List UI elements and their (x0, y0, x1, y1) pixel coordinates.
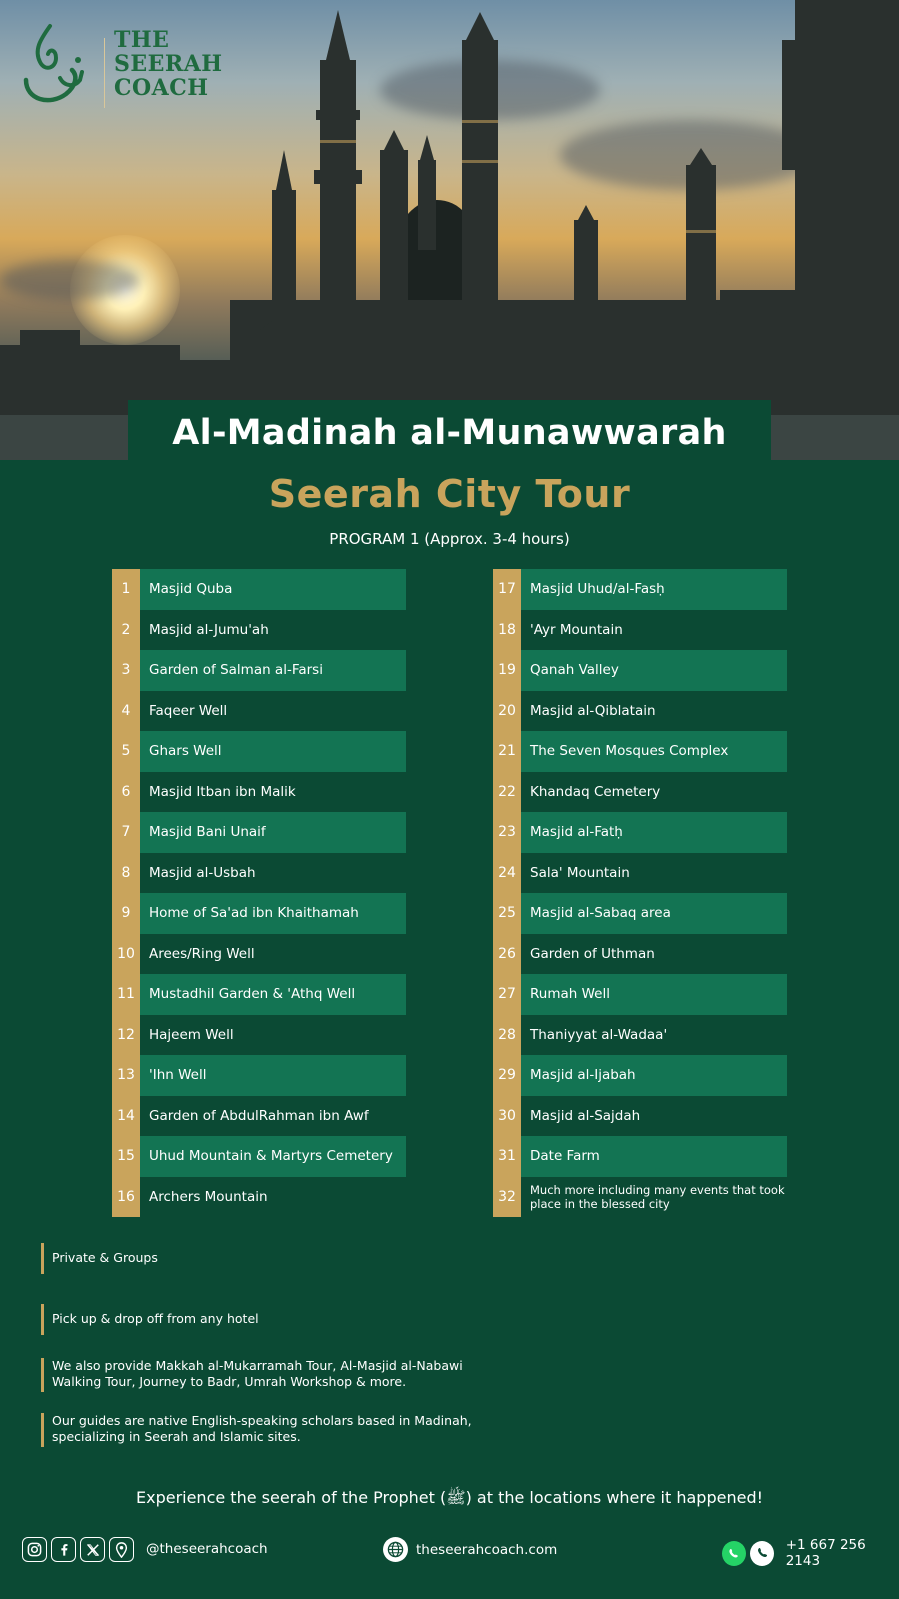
location-label: Rumah Well (521, 974, 787, 1015)
location-label: Masjid al-Ijabah (521, 1055, 787, 1096)
location-number: 23 (493, 812, 521, 853)
note-text: Our guides are native English-speaking scholars based in Madinah, (52, 1413, 472, 1428)
location-label: Arees/Ring Well (140, 934, 406, 975)
location-row (112, 853, 406, 894)
location-row (493, 1096, 787, 1137)
location-row (112, 610, 406, 651)
location-row (493, 1015, 787, 1056)
location-number: 30 (493, 1096, 521, 1137)
location-label: Thaniyyat al-Wadaa' (521, 1015, 787, 1056)
note-pickup (41, 1304, 259, 1335)
hero-photo (0, 0, 899, 460)
location-row (112, 1177, 406, 1218)
location-label: Masjid al-Sajdah (521, 1096, 787, 1137)
location-label: Ghars Well (140, 731, 406, 772)
tour-subtitle: Seerah City Tour (268, 472, 631, 516)
location-row (493, 650, 787, 691)
location-number: 2 (112, 610, 140, 651)
location-label: Khandaq Cemetery (521, 772, 787, 813)
location-label: Masjid al-Fatḥ (521, 812, 787, 853)
location-row (493, 1177, 787, 1218)
note-text: Walking Tour, Journey to Badr, Umrah Workshop & more. (52, 1374, 407, 1389)
website-text: theseerahcoach.com (416, 1541, 558, 1558)
location-row (493, 610, 787, 651)
note-text: Pick up & drop off from any hotel (52, 1311, 259, 1326)
location-label: Masjid al-Sabaq area (521, 893, 787, 934)
location-number: 26 (493, 934, 521, 975)
location-row (493, 1136, 787, 1177)
brand-line-1: THE (114, 27, 170, 53)
location-number: 1 (112, 569, 140, 610)
location-row (493, 691, 787, 732)
location-row (112, 1096, 406, 1137)
note-other-tours (41, 1358, 463, 1392)
location-label: 'Ayr Mountain (521, 610, 787, 651)
note-text: specializing in Seerah and Islamic sites. (52, 1429, 301, 1444)
location-label: Qanah Valley (521, 650, 787, 691)
location-label: Masjid al-Jumu'ah (140, 610, 406, 651)
location-number: 11 (112, 974, 140, 1015)
location-row (493, 731, 787, 772)
location-row (112, 812, 406, 853)
location-row (493, 569, 787, 610)
location-number: 9 (112, 893, 140, 934)
location-label: Masjid al-Qiblatain (521, 691, 787, 732)
location-row (493, 853, 787, 894)
calligraphy-logo-icon (20, 20, 90, 112)
location-row (112, 772, 406, 813)
location-row (493, 934, 787, 975)
location-row (112, 650, 406, 691)
location-number: 14 (112, 1096, 140, 1137)
location-number: 29 (493, 1055, 521, 1096)
location-label: 'Ihn Well (140, 1055, 406, 1096)
location-number: 7 (112, 812, 140, 853)
location-row (493, 812, 787, 853)
location-label: Masjid Uhud/al-Fasḥ (521, 569, 787, 610)
logo-divider (104, 38, 105, 108)
location-number: 5 (112, 731, 140, 772)
phone-number: +1 667 256 2143 (785, 1537, 866, 1569)
location-number: 13 (112, 1055, 140, 1096)
location-row (112, 1015, 406, 1056)
location-label: Garden of Salman al-Farsi (140, 650, 406, 691)
location-label: Archers Mountain (140, 1177, 406, 1218)
location-row (112, 731, 406, 772)
footer (0, 1537, 899, 1567)
location-label: Masjid al-Usbah (140, 853, 406, 894)
location-row (112, 934, 406, 975)
location-label: Garden of Uthman (521, 934, 787, 975)
title-banner (128, 400, 771, 466)
program-duration: PROGRAM 1 (Approx. 3-4 hours) (329, 530, 570, 548)
location-number: 19 (493, 650, 521, 691)
social-handle[interactable]: @theseerahcoach (146, 1541, 268, 1557)
phone-icon[interactable] (750, 1541, 774, 1566)
location-number: 20 (493, 691, 521, 732)
note-guides (41, 1413, 472, 1447)
social-icons (22, 1537, 134, 1562)
location-number: 27 (493, 974, 521, 1015)
locations-list-right (493, 569, 787, 1217)
location-number: 24 (493, 853, 521, 894)
location-label: Sala' Mountain (521, 853, 787, 894)
location-number: 25 (493, 893, 521, 934)
location-label: The Seven Mosques Complex (521, 731, 787, 772)
location-row (112, 691, 406, 732)
location-row (493, 1055, 787, 1096)
brand-line-3: COACH (114, 75, 209, 101)
note-text: Private & Groups (52, 1250, 158, 1265)
instagram-icon[interactable] (22, 1537, 47, 1562)
location-label: Uhud Mountain & Martyrs Cemetery (140, 1136, 406, 1177)
location-number: 3 (112, 650, 140, 691)
location-row (112, 1055, 406, 1096)
location-icon[interactable] (109, 1537, 134, 1562)
location-row (493, 974, 787, 1015)
location-number: 18 (493, 610, 521, 651)
website-link[interactable] (383, 1537, 557, 1562)
location-label: Garden of AbdulRahman ibn Awf (140, 1096, 406, 1137)
location-number: 8 (112, 853, 140, 894)
location-row (493, 893, 787, 934)
note-private-groups (41, 1243, 158, 1274)
location-label: Faqeer Well (140, 691, 406, 732)
locations-list-left (112, 569, 406, 1217)
location-row (112, 1136, 406, 1177)
location-number: 32 (493, 1177, 521, 1218)
note-text: We also provide Makkah al-Mukarramah Tour, Al-Masjid al-Nabawi (52, 1358, 463, 1373)
location-label: Masjid Bani Unaif (140, 812, 406, 853)
brand-line-2: SEERAH (114, 51, 223, 77)
page-title: Al-Madinah al-Munawwarah (172, 413, 727, 453)
location-number: 6 (112, 772, 140, 813)
location-number: 31 (493, 1136, 521, 1177)
location-row (112, 893, 406, 934)
location-label: Hajeem Well (140, 1015, 406, 1056)
location-label: Masjid Quba (140, 569, 406, 610)
location-number: 16 (112, 1177, 140, 1218)
location-number: 4 (112, 691, 140, 732)
location-label: Date Farm (521, 1136, 787, 1177)
location-number: 17 (493, 569, 521, 610)
brand-name (114, 28, 223, 100)
location-number: 21 (493, 731, 521, 772)
location-label: Much more including many events that took place in the blessed city (521, 1177, 787, 1218)
location-label: Masjid Itban ibn Malik (140, 772, 406, 813)
location-number: 10 (112, 934, 140, 975)
whatsapp-icon[interactable] (722, 1541, 746, 1566)
location-label: Home of Sa'ad ibn Khaithamah (140, 893, 406, 934)
phone-contact[interactable] (722, 1537, 899, 1569)
facebook-icon[interactable] (51, 1537, 76, 1562)
location-number: 28 (493, 1015, 521, 1056)
location-row (493, 772, 787, 813)
globe-icon (383, 1537, 408, 1562)
x-icon[interactable] (80, 1537, 105, 1562)
location-row (112, 974, 406, 1015)
location-number: 22 (493, 772, 521, 813)
tagline: Experience the seerah of the Prophet (ﷺ) at the locations where it happened! (135, 1488, 764, 1507)
location-row (112, 569, 406, 610)
location-label: Mustadhil Garden & 'Athq Well (140, 974, 406, 1015)
brand-logo (20, 20, 223, 112)
location-number: 15 (112, 1136, 140, 1177)
location-number: 12 (112, 1015, 140, 1056)
